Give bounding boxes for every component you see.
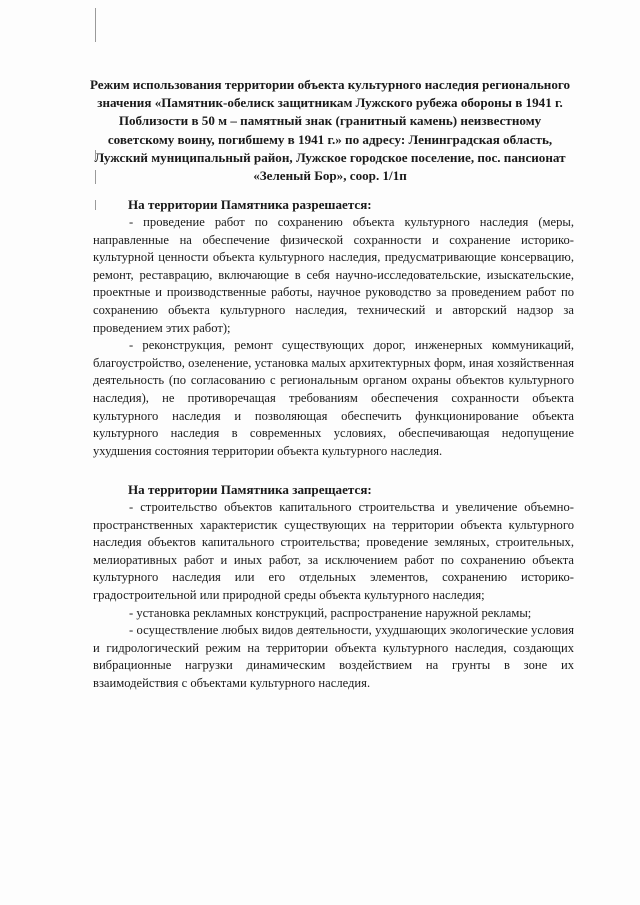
scan-artifact bbox=[95, 200, 96, 210]
prohibited-list bbox=[93, 499, 574, 693]
prohibited-item: - строительство объектов капитального строительства и увеличение объемно-пространственных характеристик существующих на территории объекта культурного наследия объектов капитального строительства; проведение земляных, строительных, мелиоративных работ и иных работ, за исключением работ по сохранению объекта культурного наследия или его отдельных элементов, сохранению историко-градостроительной или природной среды объекта культурного наследия; bbox=[93, 500, 574, 602]
allowed-list bbox=[93, 214, 574, 460]
allowed-heading: На территории Памятника разрешается: bbox=[128, 197, 372, 212]
prohibited-item: - осуществление любых видов деятельности, ухудшающих экологические условия и гидрологический режим на территории объекта культурного наследия, создающих вибрационные нагрузки динамическим воздействием на грунты в зоне их взаимодействия с объектами культурного наследия. bbox=[93, 623, 574, 690]
scan-artifact bbox=[95, 8, 96, 42]
allowed-item: - проведение работ по сохранению объекта культурного наследия (меры, направленные на обеспечение физической сохранности и сохранение историко-культурной ценности объекта культурного наследия, предусматривающие консервацию, ремонт, реставрацию, включающие в себя научно-исследовательские, изыскательские, проектные и производственные работы, научное руководство за проведением работ по сохранению объекта культурного наследия, технический и авторский надзор за проведением этих работ); bbox=[93, 215, 574, 335]
prohibited-item: - установка рекламных конструкций, распространение наружной рекламы; bbox=[129, 605, 532, 620]
document-title: Режим использования территории объекта культурного наследия регионального значения «Памятник-обелиск защитникам Лужского рубежа обороны в 1941 г. Поблизости в 50 м – памятный знак (гранитный камень) неизвестному советскому воину, погибшему в 1941 г.» по адресу: Ленинградская область, Лужский муниципальный район, Лужское городское поселение, пос. пансионат «Зеленый Бор», соор. 1/1п bbox=[89, 77, 571, 184]
prohibited-heading: На территории Памятника запрещается: bbox=[128, 482, 372, 497]
allowed-item: - реконструкция, ремонт существующих дорог, инженерных коммуникаций, благоустройство, озеленение, установка малых архитектурных форм, иная хозяйственная деятельность (по согласованию с региональным органом охраны объектов культурного наследия), не противоречащая требованиям обеспечения сохранности объекта культурного наследия и позволяющая обеспечить функционирование объекта культурного наследия в современных условиях, обеспечивающая недопущение ухудшения состояния территории объекта культурного наследия. bbox=[93, 338, 574, 458]
